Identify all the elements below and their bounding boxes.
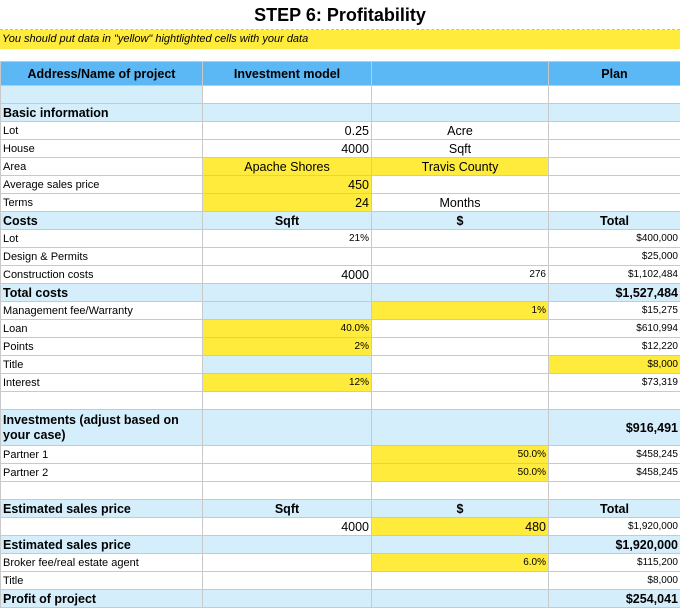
blank-row	[1, 482, 680, 500]
row-label: Loan	[1, 320, 203, 338]
section-estimated-sales-price	[1, 500, 680, 518]
row-label: Design & Permits	[1, 248, 203, 266]
lot-value[interactable]: 0.25	[203, 122, 372, 140]
row-label: Terms	[1, 194, 203, 212]
sales-total: $1,920,000	[549, 518, 680, 536]
house-unit: Sqft	[372, 140, 549, 158]
row-profit-of-project	[1, 590, 680, 608]
partner1-total: $458,245	[549, 446, 680, 464]
col-total: Total	[549, 500, 680, 518]
instruction-banner: You should put data in "yellow" hightlighted cells with your data	[0, 30, 680, 49]
profitability-sheet	[0, 61, 680, 86]
row-label: Profit of project	[1, 590, 203, 608]
row-label: Average sales price	[1, 176, 203, 194]
section-label: Investments (adjust based on your case)	[1, 410, 203, 446]
col-dollar: $	[372, 212, 549, 230]
area-input[interactable]: Apache Shores	[203, 158, 372, 176]
partner2-percent-input[interactable]: 50.0%	[372, 464, 549, 482]
avg-price-input[interactable]: 450	[203, 176, 372, 194]
design-total: $25,000	[549, 248, 680, 266]
header-empty-2	[372, 62, 549, 86]
construction-rate[interactable]: 276	[372, 266, 549, 284]
row-sales-values	[1, 518, 680, 536]
sales-title-total: $8,000	[549, 572, 680, 590]
loan-percent-input[interactable]: 40.0%	[203, 320, 372, 338]
construction-total: $1,102,484	[549, 266, 680, 284]
total-costs-value: $1,527,484	[549, 284, 680, 302]
terms-unit: Months	[372, 194, 549, 212]
section-basic-information	[1, 104, 680, 122]
row-construction-costs	[1, 266, 680, 284]
row-label: Interest	[1, 374, 203, 392]
data-grid	[0, 85, 680, 608]
row-label: Lot	[1, 122, 203, 140]
broker-percent-input[interactable]: 6.0%	[372, 554, 549, 572]
row-design-permits	[1, 248, 680, 266]
points-total: $12,220	[549, 338, 680, 356]
row-label: Management fee/Warranty	[1, 302, 203, 320]
partner2-total: $458,245	[549, 464, 680, 482]
row-house	[1, 140, 680, 158]
row-sales-title	[1, 572, 680, 590]
row-terms	[1, 194, 680, 212]
row-partner-2	[1, 464, 680, 482]
row-area	[1, 158, 680, 176]
row-management-fee	[1, 302, 680, 320]
spacer	[0, 49, 680, 61]
county-input[interactable]: Travis County	[372, 158, 549, 176]
interest-total: $73,319	[549, 374, 680, 392]
header-plan: Plan	[549, 62, 680, 86]
row-broker-fee	[1, 554, 680, 572]
row-label: Points	[1, 338, 203, 356]
row-label: Title	[1, 356, 203, 374]
row-partner-1	[1, 446, 680, 464]
section-label: Costs	[1, 212, 203, 230]
row-interest	[1, 374, 680, 392]
row-lot	[1, 122, 680, 140]
construction-sqft[interactable]: 4000	[203, 266, 372, 284]
header-address: Address/Name of project	[1, 62, 203, 86]
lot-percent[interactable]: 21%	[203, 230, 372, 248]
lot-unit: Acre	[372, 122, 549, 140]
header-investment-model: Investment model	[203, 62, 372, 86]
row-label: Construction costs	[1, 266, 203, 284]
section-investments	[1, 410, 680, 446]
section-costs	[1, 212, 680, 230]
row-title	[1, 356, 680, 374]
col-sqft: Sqft	[203, 500, 372, 518]
profit-total: $254,041	[549, 590, 680, 608]
row-average-sales-price	[1, 176, 680, 194]
row-label: Area	[1, 158, 203, 176]
row-label: Broker fee/real estate agent	[1, 554, 203, 572]
col-dollar: $	[372, 500, 549, 518]
page-title: STEP 6: Profitability	[0, 0, 680, 30]
row-label: Partner 1	[1, 446, 203, 464]
section-label: Basic information	[1, 104, 203, 122]
blank-row	[1, 86, 680, 104]
row-label: Estimated sales price	[1, 536, 203, 554]
blank-row	[1, 392, 680, 410]
row-label: Lot	[1, 230, 203, 248]
house-value[interactable]: 4000	[203, 140, 372, 158]
title-total-input[interactable]: $8,000	[549, 356, 680, 374]
col-sqft: Sqft	[203, 212, 372, 230]
points-percent-input[interactable]: 2%	[203, 338, 372, 356]
row-cost-lot	[1, 230, 680, 248]
sales-total-bold: $1,920,000	[549, 536, 680, 554]
sales-rate-input[interactable]: 480	[372, 518, 549, 536]
sales-sqft[interactable]: 4000	[203, 518, 372, 536]
row-label: House	[1, 140, 203, 158]
partner1-percent-input[interactable]: 50.0%	[372, 446, 549, 464]
interest-percent-input[interactable]: 12%	[203, 374, 372, 392]
broker-total: $115,200	[549, 554, 680, 572]
investments-total: $916,491	[549, 410, 680, 446]
row-estimated-sales-price-total	[1, 536, 680, 554]
mgmt-percent-input[interactable]: 1%	[372, 302, 549, 320]
header-row	[1, 62, 680, 86]
row-loan	[1, 320, 680, 338]
col-total: Total	[549, 212, 680, 230]
row-points	[1, 338, 680, 356]
row-total-costs	[1, 284, 680, 302]
row-label: Title	[1, 572, 203, 590]
row-label: Total costs	[1, 284, 203, 302]
mgmt-total: $15,275	[549, 302, 680, 320]
loan-total: $610,994	[549, 320, 680, 338]
lot-total: $400,000	[549, 230, 680, 248]
row-label: Partner 2	[1, 464, 203, 482]
terms-input[interactable]: 24	[203, 194, 372, 212]
section-label: Estimated sales price	[1, 500, 203, 518]
